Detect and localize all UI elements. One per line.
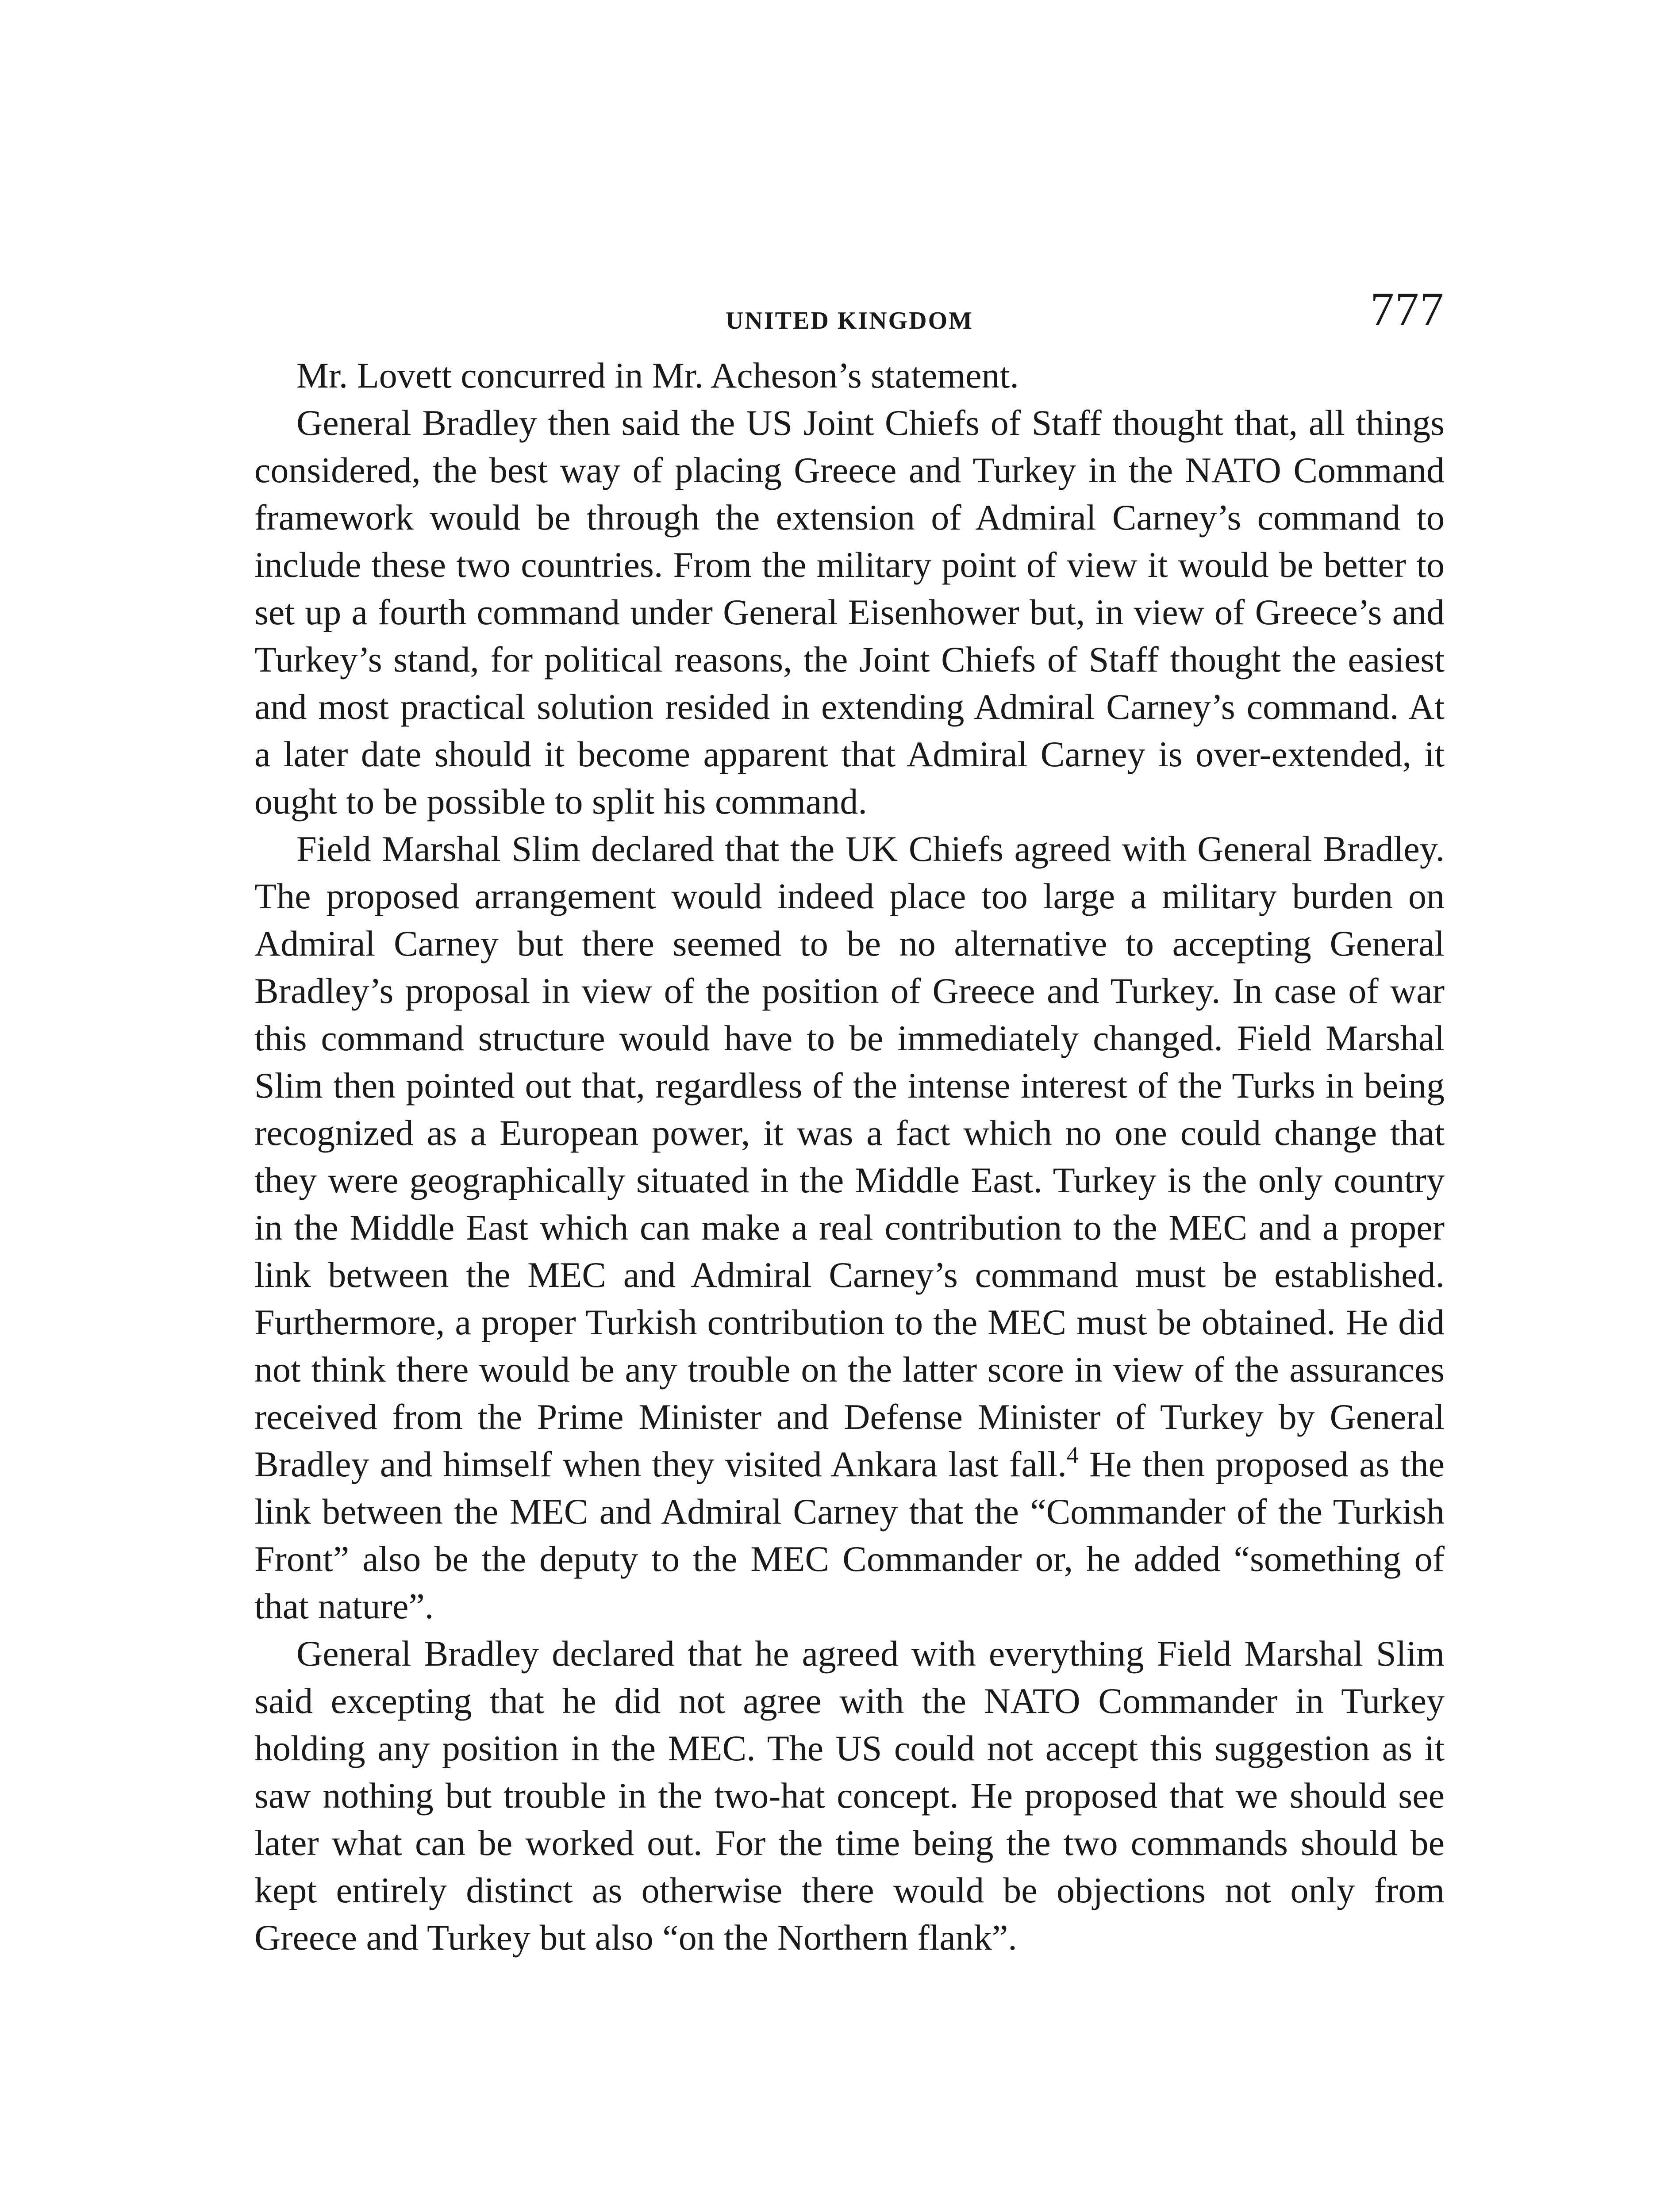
paragraph [254, 1630, 1445, 1961]
paragraph-text: Mr. Lovett concurred in Mr. Acheson’s statement. [296, 355, 1019, 396]
paragraph-text: General Bradley then said the US Joint Chiefs of Staff thought that, all things considered, the best way of placing Greece and Turkey in the NATO Command framework would be through the extension of Admiral Carney’s command to include these two countries. From the military point of view it would be better to set up a fourth command under General Eisenhower but, in view of Greece’s and Turkey’s stand, for political reasons, the Joint Chiefs of Staff thought the easiest and most practical solution resided in extending Admiral Carney’s command. At a later date should it become apparent that Admiral Carney is over-extended, it ought to be possible to split his command. [254, 403, 1445, 822]
paragraph-text: General Bradley declared that he agreed with everything Field Marshal Slim said excepting that he did not agree with the NATO Commander in Turkey holding any position in the MEC. The US could not accept this suggestion as it saw nothing but trouble in the two-hat concept. He proposed that we should see later what can be worked out. For the time being the two commands should be kept entirely distinct as otherwise there would be objections not only from Greece and Turkey but also “on the Northern flank”. [254, 1633, 1445, 1958]
footnote-reference: 4 [1066, 1442, 1079, 1468]
paragraph [254, 352, 1445, 399]
page-number: 777 [1370, 283, 1445, 336]
paragraph [254, 825, 1445, 1630]
running-head: UNITED KINGDOM [725, 307, 974, 334]
page-header [254, 283, 1445, 345]
paragraph-text: Field Marshal Slim declared that the UK Chiefs agreed with General Bradley. The proposed arrangement would indeed place too large a military burden on Admiral Carney but there seemed to be no alternative to accepting General Bradley’s proposal in view of the position of Greece and Turkey. In case of war this command structure would have to be immediately changed. Field Marshal Slim then pointed out that, regardless of the intense interest of the Turks in being recognized as a European power, it was a fact which no one could change that they were geographically situated in the Middle East. Turkey is the only country in the Middle East which can make a real contribution to the MEC and a proper link between the MEC and Admiral Carney’s command must be established. Furthermore, a proper Turkish contribution to the MEC must be obtained. He did not think there would be any trouble on the latter score in view of the assurances received from the Prime Minister and Defense Minister of Turkey by General Bradley and himself when they visited Ankara last fall. [254, 829, 1445, 1484]
paragraph [254, 399, 1445, 825]
paragraph-text-continued: He then proposed as the link between the MEC and Admiral Carney that the “Commander of the Turkish Front” also be the deputy to the MEC Commander or, he added “something of that nature”. [254, 1444, 1445, 1626]
body-text [254, 352, 1445, 1961]
